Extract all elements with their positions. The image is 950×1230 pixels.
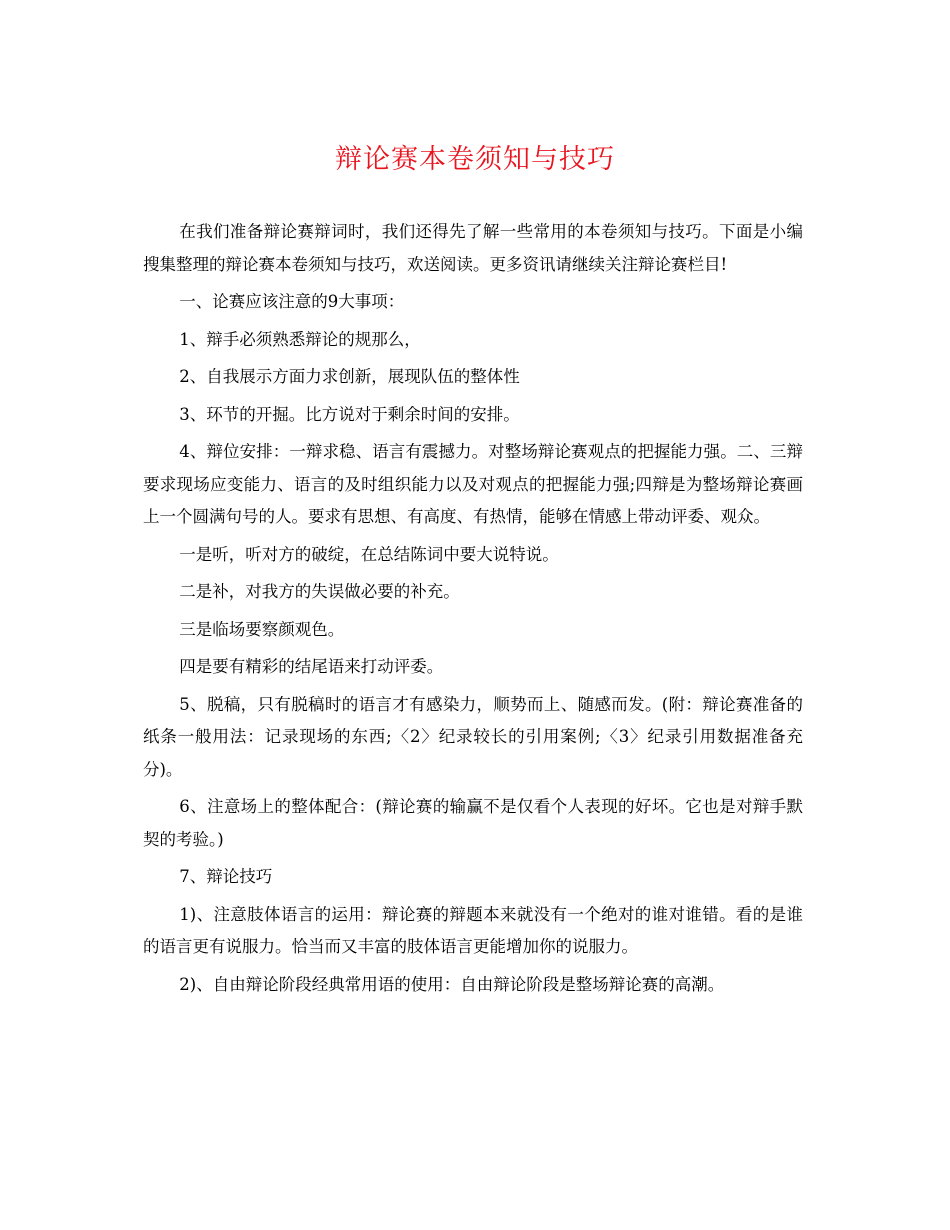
section-heading-nine-items: 一、论赛应该注意的9大事项： <box>179 292 405 311</box>
list-item: 6、注意场上的整体配合：(辩论赛的输赢不是仅看个人表现的好坏。它也是对辩手默契的考验。) <box>143 797 803 849</box>
technique-item: 2)、自由辩论阶段经典常用语的使用：自由辩论阶段是整场辩论赛的高潮。 <box>179 974 725 994</box>
list-item: 4、辩位安排：一辩求稳、语言有震撼力。对整场辩论赛观点的把握能力强。二、三辩要求现场应变能力、语言的及时组织能力以及对观点的把握能力强;四辩是为整场辩论赛画上一个圆满句号的人。要求有思想、有高度、有热情，能够在情感上带动评委、观众。 <box>143 442 803 526</box>
intro-paragraph: 在我们准备辩论赛辩词时，我们还得先了解一些常用的本卷须知与技巧。下面是小编搜集整理的辩论赛本卷须知与技巧，欢送阅读。更多资讯请继续关注辩论赛栏目! <box>143 222 803 274</box>
sub-point: 三是临场要察颜观色。 <box>179 619 345 639</box>
list-item: 3、环节的开掘。比方说对于剩余时间的安排。 <box>179 404 520 424</box>
technique-item: 1)、注意肢体语言的运用：辩论赛的辩题本来就没有一个绝对的谁对谁错。看的是谁的语言更有说服力。恰当而又丰富的肢体语言更能增加你的说服力。 <box>143 904 803 956</box>
list-item: 1、辩手必须熟悉辩论的规那么， <box>179 329 421 349</box>
document-body <box>143 216 803 1001</box>
sub-point: 四是要有精彩的结尾语来打动评委。 <box>179 657 444 676</box>
sub-point: 二是补，对我方的失误做必要的补充。 <box>179 582 460 601</box>
document-title: 辩论赛本卷须知与技巧 <box>335 144 615 175</box>
list-item: 2、自我展示方面力求创新，展现队伍的整体性 <box>179 367 520 386</box>
list-item: 7、辩论技巧 <box>179 867 273 886</box>
sub-point: 一是听，听对方的破绽，在总结陈词中要大说特说。 <box>179 544 559 564</box>
list-item: 5、脱稿，只有脱稿时的语言才有感染力，顺势而上、随感而发。(附：辩论赛准备的纸条一般用法：记录现场的东西;〈2〉纪录较长的引用案例;〈3〉纪录引用数据准备充分)。 <box>143 694 803 779</box>
